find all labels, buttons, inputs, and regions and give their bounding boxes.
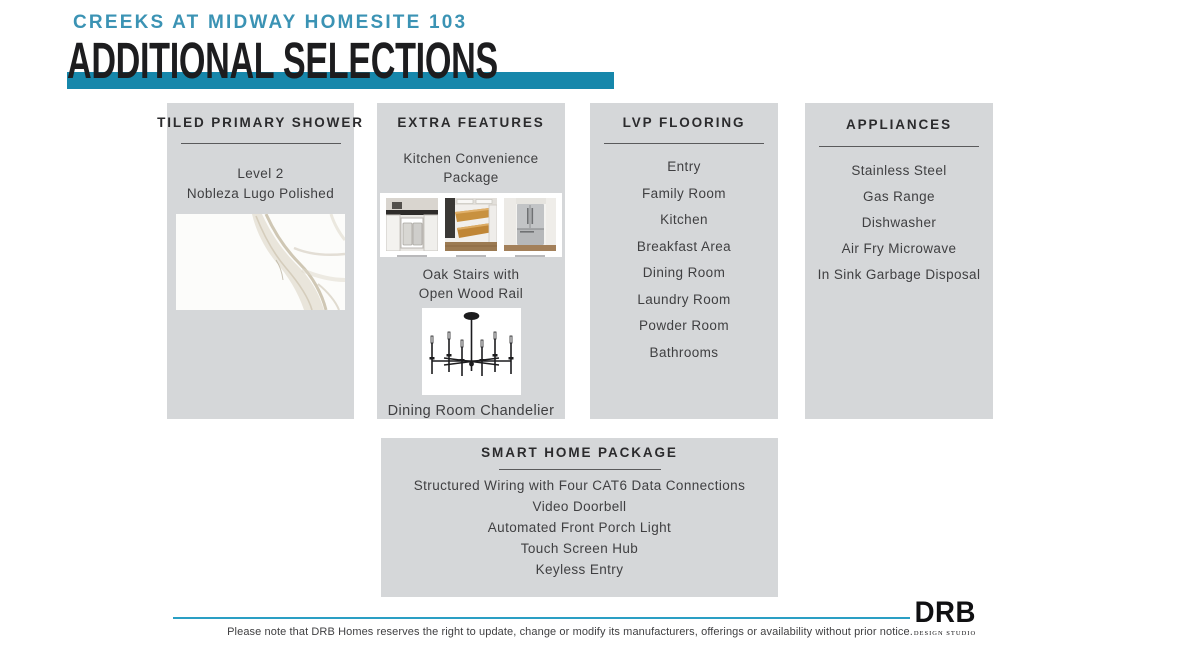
flooring-item: Dining Room (642, 265, 726, 280)
panel-heading: EXTRA FEATURES (397, 115, 545, 130)
marble-tile-swatch (176, 214, 345, 310)
footer-accent-line (173, 617, 910, 619)
flooring-item: Laundry Room (637, 291, 731, 307)
smart-home-item: Structured Wiring with Four CAT6 Data Connections (413, 478, 746, 493)
appliance-item: Air Fry Microwave (841, 241, 957, 256)
drb-logo-subtext: DESIGN STUDIO (913, 630, 977, 637)
oak-stairs-line2: Open Wood Rail (418, 286, 524, 301)
appliance-item: Dishwasher (861, 215, 937, 230)
panel-heading: LVP FLOORING (622, 115, 746, 130)
panel-heading: APPLIANCES (845, 117, 952, 132)
panel-extra-features (377, 103, 565, 419)
panel-heading: TILED PRIMARY SHOWER (157, 115, 364, 130)
pullout-shelves-photo (445, 198, 497, 257)
oak-stairs-line1: Oak Stairs with (422, 267, 520, 282)
flooring-item: Breakfast Area (636, 238, 732, 254)
panel-appliances (805, 103, 993, 419)
photo-caption (515, 255, 545, 257)
panel-smart-home-package (381, 438, 778, 597)
photo-caption (397, 255, 427, 257)
flooring-item: Kitchen (660, 212, 708, 227)
heading-divider (499, 469, 661, 470)
page-title: ADDITIONAL SELECTIONS (67, 32, 498, 89)
trash-pullout-cabinet-photo (386, 198, 438, 257)
kitchen-convenience-photo-strip (380, 193, 562, 257)
kitchen-package-line2: Package (443, 170, 499, 185)
appliance-item: Stainless Steel (851, 163, 947, 178)
heading-divider (604, 143, 764, 144)
drb-logo-text: DRB (914, 596, 976, 629)
smart-home-item: Keyless Entry (535, 562, 624, 577)
flooring-item: Bathrooms (649, 344, 719, 360)
flooring-item: Family Room (642, 185, 726, 201)
shower-product: Nobleza Lugo Polished (186, 186, 335, 201)
panel-heading: SMART HOME PACKAGE (481, 445, 678, 460)
smart-home-item: Video Doorbell (532, 499, 627, 514)
panel-lvp-flooring (590, 103, 778, 419)
panel-tiled-primary-shower (157, 103, 364, 419)
kitchen-package-line1: Kitchen Convenience (403, 151, 539, 166)
flooring-item: Entry (667, 159, 701, 174)
flooring-item: Powder Room (639, 318, 729, 333)
smart-home-item: Automated Front Porch Light (487, 520, 672, 535)
stainless-fridge-photo (504, 198, 556, 257)
smart-home-item: Touch Screen Hub (520, 541, 639, 556)
black-candle-chandelier-photo (422, 308, 521, 395)
appliance-item: Gas Range (863, 189, 935, 204)
shower-level: Level 2 (237, 166, 284, 181)
heading-divider (819, 146, 979, 147)
chandelier-label: Dining Room Chandelier (387, 403, 555, 419)
heading-divider (181, 143, 341, 144)
photo-caption (456, 255, 486, 257)
appliance-item: In Sink Garbage Disposal (817, 267, 981, 282)
footer-disclaimer: Please note that DRB Homes reserves the right to update, change or modify its manufacturers, offerings or availability without prior notice. (227, 626, 913, 638)
homesite-subtitle: CREEKS AT MIDWAY HOMESITE 103 (73, 12, 468, 33)
drb-design-studio-logo (913, 598, 977, 637)
